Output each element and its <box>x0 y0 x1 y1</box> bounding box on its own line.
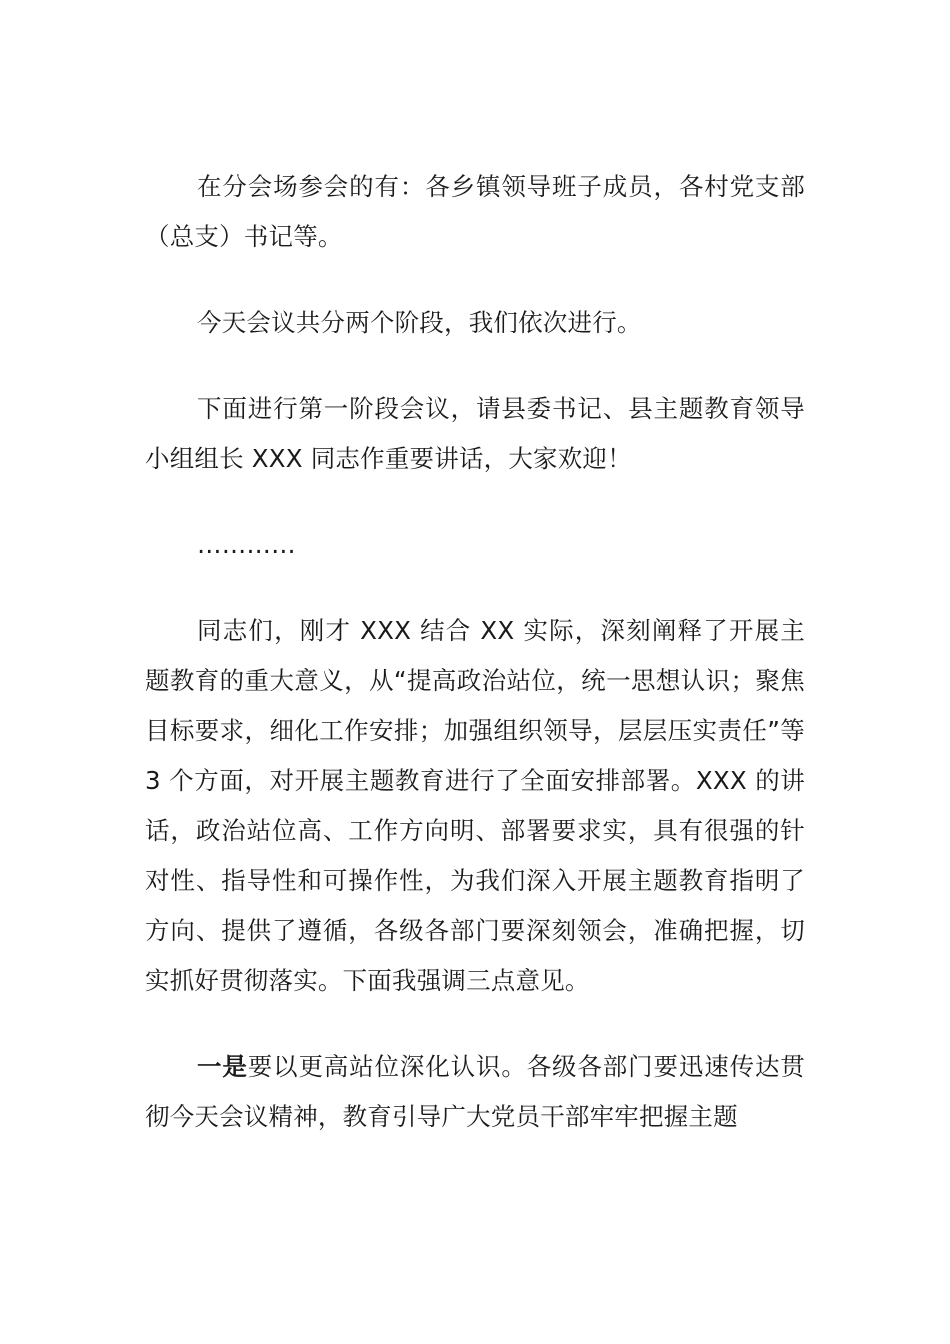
paragraph-two-stages <box>145 298 805 348</box>
paragraph-attendees <box>145 162 805 262</box>
paragraph-text: 同志们，刚才 XXX 结合 XX 实际，深刻阐释了开展主题教育的重大意义，从“提高政治站位，统一思想认识；聚焦目标要求，细化工作安排；加强组织领导，层层压实责任”等 3 个方面，对开展主题教育进行了全面安排部署。XXX 的讲话，政治站位高、工作方向明、部署要求实，具有很强的针对性、指导性和可操作性，为我们深入开展主题教育指明了方向、提供了遵循，各级各部门要深刻领会，准确把握，切实抓好贯彻落实。下面我强调三点意见。 <box>145 616 805 995</box>
paragraph-text: 下面进行第一阶段会议，请县委书记、县主题教育领导小组组长 XXX 同志作重要讲话，大家欢迎！ <box>145 394 805 473</box>
paragraph-text: ………… <box>197 530 296 559</box>
paragraph-text: 要以更高站位深化认识。各级各部门要迅速传达贯彻今天会议精神，教育引导广大党员干部牢牢把握主题 <box>145 1052 805 1131</box>
paragraph-ellipsis <box>145 520 805 570</box>
paragraph-text: 今天会议共分两个阶段，我们依次进行。 <box>197 308 642 337</box>
paragraph-first-stage <box>145 384 805 484</box>
paragraph-text: 在分会场参会的有：各乡镇领导班子成员，各村党支部（总支）书记等。 <box>145 172 805 251</box>
document-body <box>145 162 805 1142</box>
bold-lead: 一是 <box>197 1052 248 1081</box>
paragraph-summary <box>145 606 805 1006</box>
paragraph-point-one <box>145 1042 805 1142</box>
